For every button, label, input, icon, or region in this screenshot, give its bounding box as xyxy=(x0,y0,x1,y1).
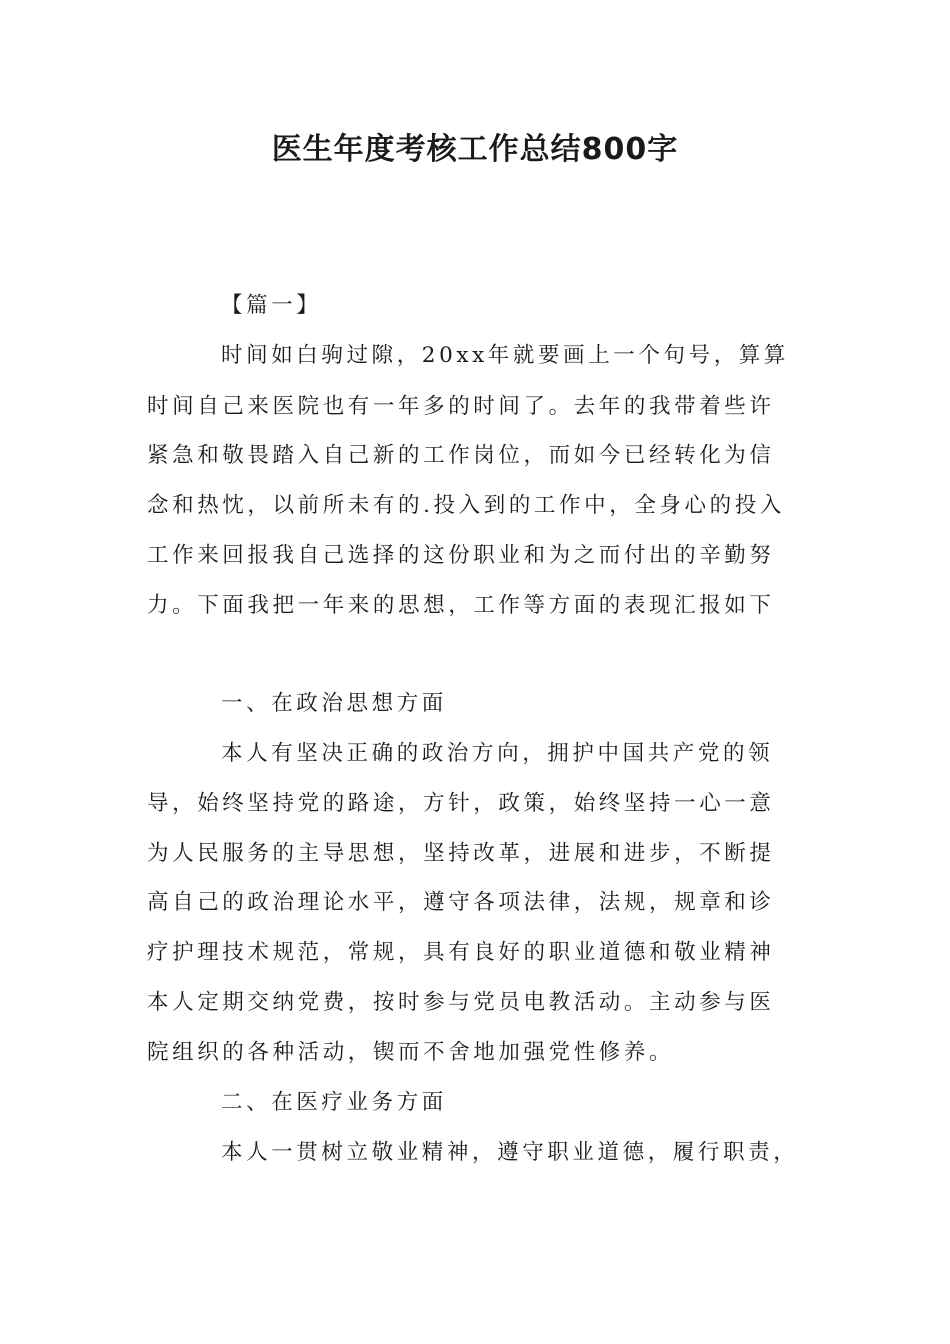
document-title: 医生年度考核工作总结800字 xyxy=(271,132,679,167)
paragraph-line: 本人有坚决正确的政治方向，拥护中国共产党的领 xyxy=(221,741,774,766)
section-label: 【篇一】 xyxy=(221,293,322,318)
paragraph-line: 院组织的各种活动，锲而不舍地加强党性修养。 xyxy=(147,1040,675,1065)
paragraph-line: 念和热忱，以前所未有的.投入到的工作中，全身心的投入 xyxy=(147,493,785,518)
paragraph-line: 力。下面我把一年来的思想，工作等方面的表现汇报如下 xyxy=(147,593,775,618)
section-heading: 一、在政治思想方面 xyxy=(221,691,447,716)
paragraph-line: 紧急和敬畏踏入自己新的工作岗位，而如今已经转化为信 xyxy=(147,443,775,468)
paragraph-line: 本人一贯树立敬业精神，遵守职业道德，履行职责， xyxy=(221,1140,799,1165)
paragraph-line: 时间如白驹过隙，20xx年就要画上一个句号，算算 xyxy=(221,343,790,368)
paragraph-line: 疗护理技术规范，常规，具有良好的职业道德和敬业精神 xyxy=(147,940,775,965)
paragraph-line: 本人定期交纳党费，按时参与党员电教活动。主动参与医 xyxy=(147,990,775,1015)
paragraph-line: 时间自己来医院也有一年多的时间了。去年的我带着些许 xyxy=(147,394,775,419)
paragraph-line: 导，始终坚持党的路途，方针，政策，始终坚持一心一意 xyxy=(147,791,775,816)
paragraph-line: 高自己的政治理论水平，遵守各项法律，法规，规章和诊 xyxy=(147,890,775,915)
section-heading: 二、在医疗业务方面 xyxy=(221,1090,447,1115)
paragraph-line: 为人民服务的主导思想，坚持改革，进展和进步，不断提 xyxy=(147,841,775,866)
paragraph-line: 工作来回报我自己选择的这份职业和为之而付出的辛勤努 xyxy=(147,543,775,568)
